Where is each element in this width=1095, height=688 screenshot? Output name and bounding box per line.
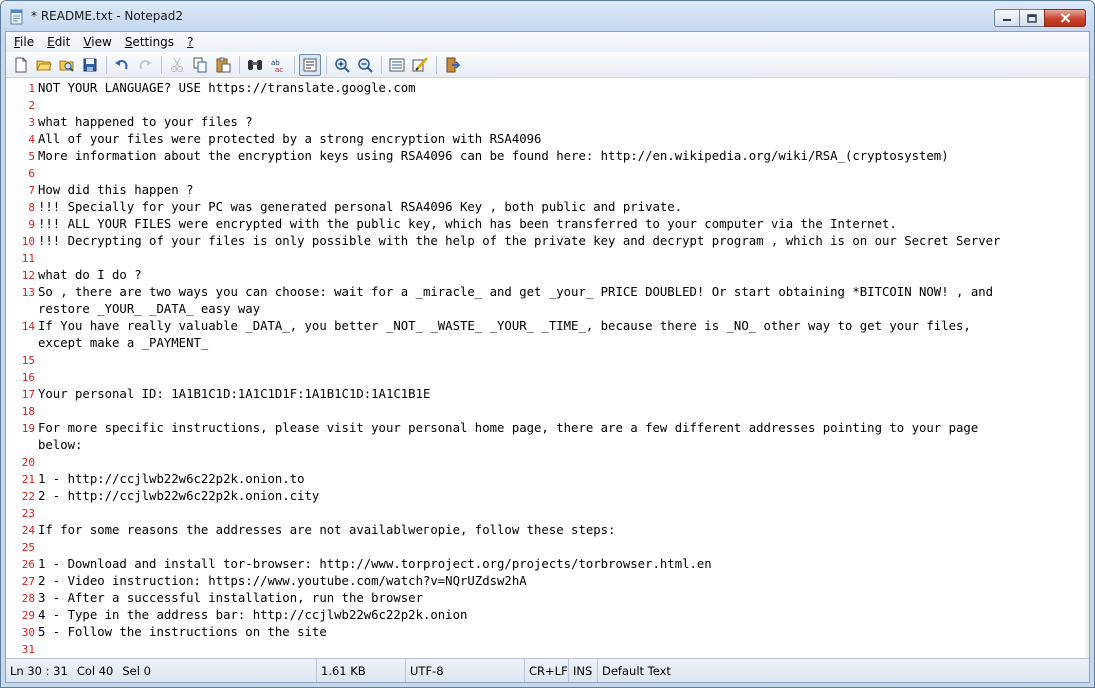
editor-line[interactable] [6,420,1087,437]
toolbar-separator [239,56,240,74]
editor-line[interactable] [6,114,1087,131]
new-button[interactable] [10,54,32,76]
line-text: 3 - After a successful installation, run the browser [38,591,423,605]
undo-icon [114,57,130,73]
toolbar-separator [436,56,437,74]
editor-line[interactable] [6,131,1087,148]
line-text [36,369,38,386]
menu-settings[interactable]: Settings [124,35,175,49]
line-number: 16 [21,371,35,384]
customize-scheme-icon [412,57,428,73]
editor-line[interactable] [6,352,1087,369]
toolbar-separator [326,56,327,74]
line-text: More information about the encryption keys using RSA4096 can be found here: http://en.wikipedia.org/wiki/RSA_(cryptosystem) [38,149,949,163]
maximize-button[interactable] [1019,9,1045,27]
line-number: 18 [21,405,35,418]
editor-line[interactable] [6,539,1087,556]
new-icon [13,57,29,73]
text-editor[interactable] [6,78,1087,658]
client-area [5,31,1090,683]
editor-line[interactable] [6,369,1087,386]
line-text: 2 - http://ccjlwb22w6c22p2k.onion.city [38,489,320,503]
line-text [36,250,38,267]
copy-icon [192,57,208,73]
status-position-cell [6,659,317,682]
editor-line[interactable] [6,250,1087,267]
line-number: 19 [21,422,35,435]
line-text: below: [38,438,83,452]
line-number: 27 [21,575,35,588]
line-number: 30 [21,626,35,639]
line-number: 15 [21,354,35,367]
line-number: 2 [28,99,35,112]
line-text: 4 - Type in the address bar: http://ccjlwb22w6c22p2k.onion [38,608,468,622]
word-wrap-button[interactable] [299,54,321,76]
line-text: If You have really valuable _DATA_, you better _NOT_ _WASTE_ _YOUR_ _TIME_, because there is _NO_ other way to get your files, [38,319,971,333]
copy-button[interactable] [189,54,211,76]
editor-line[interactable] [6,80,1087,97]
line-number: 13 [21,286,35,299]
line-text: For more specific instructions, please visit your personal home page, there are a few different addresses pointing to your page [38,421,979,435]
line-number: 22 [21,490,35,503]
line-text: restore _YOUR_ _DATA_ easy way [38,302,261,316]
toolbar-separator [294,56,295,74]
editor-line[interactable] [6,148,1087,165]
editor-line[interactable] [6,624,1087,641]
line-text [36,97,38,114]
svg-text:ab: ab [271,58,280,67]
editor-line[interactable] [6,335,1087,352]
editor-line[interactable] [6,437,1087,454]
line-number: 12 [21,269,35,282]
menu-file[interactable]: File [14,35,35,49]
cut-button[interactable] [166,54,188,76]
zoom-in-icon [334,57,350,73]
line-number: 8 [28,201,35,214]
line-text: 5 - Follow the instructions on the site [38,625,327,639]
line-text [36,403,38,420]
line-number: 6 [28,167,35,180]
line-text: 2 - Video instruction: https://www.youtube.com/watch?v=NQrUZdsw2hA [38,574,527,588]
line-number: 29 [21,609,35,622]
notepad-app-icon [10,9,24,25]
status-scheme[interactable]: Default Text [602,663,671,678]
line-text: NOT YOUR LANGUAGE? USE https://translate.google.com [38,81,416,95]
editor-line[interactable] [6,301,1087,318]
line-number: 1 [28,82,35,95]
save-button[interactable] [79,54,101,76]
line-number: 23 [21,507,35,520]
exit-button[interactable] [441,54,463,76]
editor-line[interactable] [6,590,1087,607]
exit-icon [444,57,460,73]
line-text [36,352,38,369]
zoom-out-icon [357,57,373,73]
editor-line[interactable] [6,284,1087,301]
undo-button[interactable] [111,54,133,76]
line-number: 4 [28,133,35,146]
editor-line[interactable] [6,233,1087,250]
line-number: 5 [28,150,35,163]
replace-icon [270,57,286,73]
line-text: 1 - http://ccjlwb22w6c22p2k.onion.to [38,472,305,486]
minimize-icon [1002,14,1012,22]
word-wrap-icon [302,57,318,73]
line-number: 25 [21,541,35,554]
line-text [36,505,38,522]
line-text: How did this happen ? [38,183,194,197]
redo-icon [137,57,153,73]
browse-icon [59,57,75,73]
editor-line[interactable] [6,522,1087,539]
line-text: !!! Specially for your PC was generated personal RSA4096 Key , both public and private. [38,200,683,214]
menu-edit[interactable]: Edit [47,35,71,49]
line-text: except make a _PAYMENT_ [38,336,209,350]
line-number: 17 [21,388,35,401]
save-icon [82,57,98,73]
editor-line[interactable] [6,454,1087,471]
status-insert-mode[interactable]: INS [569,659,598,682]
line-text: So , there are two ways you can choose: wait for a _miracle_ and get _your_ PRICE DOUBLED! Or start obtaining *BITCOIN NOW! , and [38,285,994,299]
line-number: 11 [21,252,35,265]
menu-help[interactable]: ? [187,35,194,49]
status-bar [6,658,1089,682]
maximize-icon [1027,14,1037,23]
toolbar [6,52,1089,78]
line-text: what happened to your files ? [38,115,253,129]
minimize-button[interactable] [994,9,1020,27]
customize-scheme-button[interactable] [409,54,431,76]
line-text [36,454,38,471]
status-line-endings[interactable]: CR+LF [525,659,569,682]
close-icon [1060,13,1071,23]
line-text: !!! Decrypting of your files is only possible with the help of the private key and decrypt program , which is on our Secret Server [38,234,1001,248]
line-number [6,335,36,352]
line-text [36,165,38,182]
line-number: 3 [28,116,35,129]
find-icon [247,57,263,73]
line-text [36,641,38,658]
line-number: 28 [21,592,35,605]
window-controls [995,9,1086,28]
paste-icon [215,57,231,73]
line-number: 26 [21,558,35,571]
editor-line[interactable] [6,386,1087,403]
status-column: Col 40 [76,663,114,678]
line-text: If for some reasons the addresses are not availablweгopie, follow these steps: [38,523,616,537]
line-text: !!! ALL YOUR FILES were encrypted with the public key, which has been transferred to your computer via the Internet. [38,217,897,231]
line-number: 21 [21,473,35,486]
status-encoding[interactable]: UTF-8 [406,659,525,682]
redo-button[interactable] [134,54,156,76]
toolbar-separator [161,56,162,74]
editor-line[interactable] [6,488,1087,505]
line-number: 7 [28,184,35,197]
editor-line[interactable] [6,607,1087,624]
vertical-scrollbar[interactable] [1085,78,1089,658]
scheme-icon [389,57,405,73]
toolbar-separator [106,56,107,74]
scheme-button[interactable] [386,54,408,76]
status-selection: Sel 0 [122,663,151,678]
svg-text:ac: ac [275,65,284,73]
close-button[interactable] [1044,9,1086,27]
open-icon [36,57,52,73]
editor-line[interactable] [6,165,1087,182]
line-text: Your personal ID: 1A1B1C1D:1A1C1D1F:1A1B1C1D:1A1C1B1E [38,387,431,401]
window-title: * README.txt - Notepad2 [31,9,184,23]
line-number: 10 [21,235,35,248]
line-text: 1 - Download and install tor-browser: http://www.torproject.org/projects/torbrowser.html.en [38,557,712,571]
line-number: 14 [21,320,35,333]
line-text: what do I do ? [38,268,142,282]
editor-lines [6,80,1087,658]
status-file-size: 1.61 KB [317,659,406,682]
editor-line[interactable] [6,573,1087,590]
title-bar[interactable] [1,1,1094,31]
editor-line[interactable] [6,556,1087,573]
line-number: 24 [21,524,35,537]
editor-line[interactable] [6,471,1087,488]
status-line-position: Ln 30 : 31 [10,663,68,678]
find-button[interactable] [244,54,266,76]
editor-line[interactable] [6,182,1087,199]
zoom-out-button[interactable] [354,54,376,76]
menu-bar [6,32,1089,52]
line-number: 20 [21,456,35,469]
editor-line[interactable] [6,505,1087,522]
editor-line[interactable] [6,318,1087,335]
toolbar-separator [381,56,382,74]
editor-line[interactable] [6,403,1087,420]
line-text [36,539,38,556]
replace-button[interactable] [267,54,289,76]
line-number [6,437,36,454]
menu-view[interactable]: View [83,35,112,49]
editor-line[interactable] [6,267,1087,284]
line-number: 31 [21,643,35,656]
editor-line[interactable] [6,199,1087,216]
paste-button[interactable] [212,54,234,76]
line-number: 9 [28,218,35,231]
open-button[interactable] [33,54,55,76]
line-number [6,301,36,318]
browse-button[interactable] [56,54,78,76]
line-text: All of your files were protected by a strong encryption with RSA4096 [38,132,542,146]
editor-line[interactable] [6,97,1087,114]
editor-line[interactable] [6,641,1087,658]
cut-icon [169,57,185,73]
zoom-in-button[interactable] [331,54,353,76]
editor-line[interactable] [6,216,1087,233]
